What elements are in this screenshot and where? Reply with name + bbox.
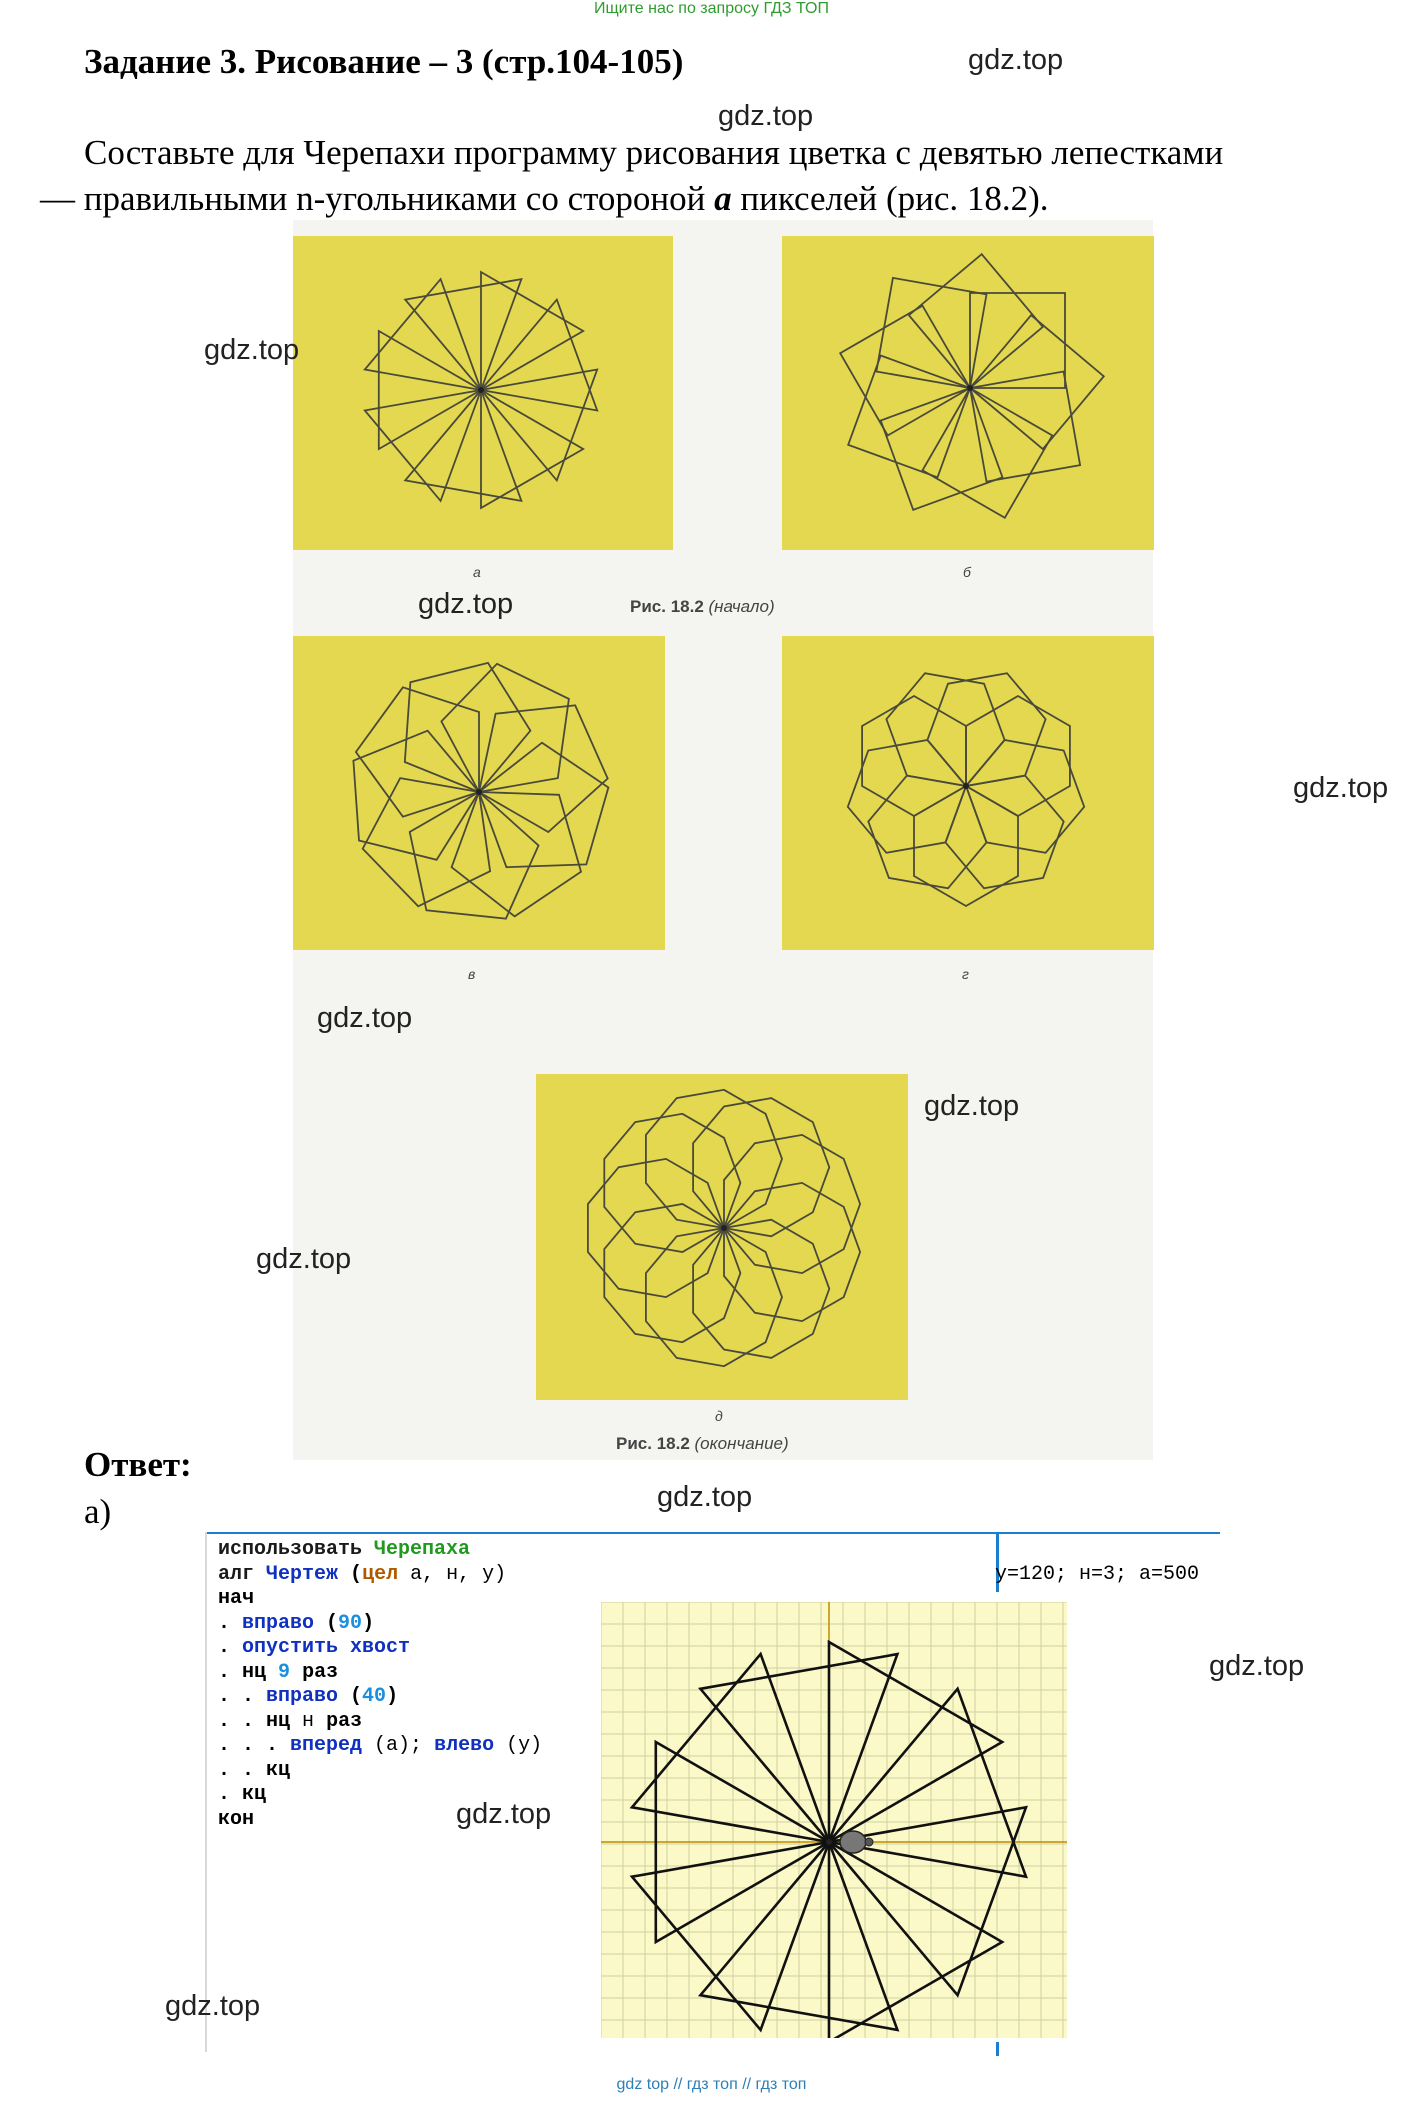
figure-panel-g (782, 636, 1154, 950)
figure-label-b: б (963, 564, 971, 580)
petal-polygon (909, 254, 1043, 388)
code-line: . кц (218, 1783, 267, 1806)
figure-panel-v (293, 636, 665, 950)
watermark: gdz.top (718, 100, 814, 132)
code-line: нач (218, 1587, 255, 1610)
flower-drawing-v (293, 636, 665, 950)
petal-polygon (693, 1098, 829, 1236)
center-dot (478, 387, 484, 393)
petal-polygon (604, 1114, 740, 1252)
code-line: . . вправо (40) (218, 1685, 399, 1708)
task-line-1: Составьте для Черепахи программу рисования цветка с девятью лепестками (84, 133, 1224, 172)
petal-polygon (405, 279, 521, 390)
center-dot (826, 1839, 832, 1845)
petal-polygon (481, 300, 597, 411)
side-variable: a (714, 179, 732, 218)
petal-polygon (479, 743, 608, 868)
petal-polygon (923, 388, 1053, 518)
figure-panel-a (293, 236, 673, 550)
code-line: . вправо (90) (218, 1611, 375, 1635)
figure-caption-start: Рис. 18.2 (начало) (630, 597, 775, 616)
watermark: gdz.top (317, 1002, 413, 1034)
left-border (205, 1532, 207, 2052)
petal-polygon (848, 356, 970, 478)
petal-polygon (862, 696, 966, 816)
task-line-2: — правильными n-угольниками со стороной a пикселей (рис. 18.2). (40, 179, 1049, 218)
petal-polygon (441, 664, 569, 792)
center-dot (721, 1225, 727, 1231)
center-dot (476, 789, 482, 795)
petal-polygon (881, 388, 1003, 510)
watermark: gdz.top (204, 334, 300, 366)
watermark: gdz.top (1209, 1650, 1305, 1682)
footer-link[interactable]: gdz top // гдз топ // гдз топ (616, 2076, 807, 2093)
code-line: кон (218, 1807, 255, 1831)
answer-heading: Ответ: (84, 1445, 192, 1484)
petal-polygon (481, 370, 597, 481)
watermark: gdz.top (165, 1990, 261, 2022)
petal-polygon (970, 315, 1104, 449)
petal-polygon (966, 696, 1070, 816)
program-code[interactable] (218, 1538, 542, 1832)
code-line: алг Чертеж (цел а, н, у) (218, 1562, 507, 1586)
watermark: gdz.top (418, 588, 514, 620)
flower-drawing-a (293, 236, 673, 550)
code-line: . нц 9 раз (218, 1660, 339, 1684)
figure-label-g: г (962, 966, 969, 982)
center-dot (967, 385, 973, 391)
figure-label-d: д (715, 1408, 723, 1424)
code-line: . . нц н раз (218, 1709, 363, 1733)
vertical-divider-bottom (996, 2042, 999, 2056)
watermark: gdz.top (1293, 772, 1389, 804)
top-divider (205, 1532, 1220, 1534)
watermark: gdz.top (968, 44, 1064, 76)
task-title: Задание 3. Рисование – 3 (стр.104-105) (84, 42, 684, 81)
petal-polygon (693, 1220, 829, 1358)
watermark: gdz.top (924, 1090, 1020, 1122)
petal-polygon (840, 306, 970, 436)
code-line: . . кц (218, 1758, 291, 1782)
flower-drawing-d (536, 1074, 908, 1400)
task-text (40, 130, 1400, 222)
figure-label-a: а (473, 564, 481, 580)
figure-caption-end: Рис. 18.2 (окончание) (616, 1434, 789, 1453)
figure-panel-b (782, 236, 1154, 550)
figure-label-v: в (468, 966, 476, 982)
petal-polygon (405, 663, 531, 792)
watermark: gdz.top (256, 1243, 352, 1275)
input-parameters: у=120; н=3; а=500 (995, 1563, 1200, 1586)
top-banner[interactable]: Ищите нас по запросу ГДЗ ТОП (594, 0, 829, 17)
petal-polygon (604, 1204, 740, 1342)
figure-panel-d (536, 1074, 908, 1400)
answer-label-a: а) (84, 1492, 112, 1531)
watermark: gdz.top (456, 1798, 552, 1830)
petal-polygon (588, 1159, 724, 1297)
petal-polygon (353, 731, 479, 860)
turtle-drawing (601, 1602, 1067, 2038)
petal-polygon (452, 792, 581, 916)
petal-polygon (410, 792, 539, 919)
watermark: gdz.top (657, 1481, 753, 1513)
flower-drawing-g (782, 636, 1154, 950)
code-line: . опустить хвост (218, 1636, 411, 1659)
flower-drawing-b (782, 236, 1154, 550)
center-dot (963, 783, 969, 789)
code-line: . . . вперед (а); влево (у) (218, 1734, 543, 1757)
turtle-canvas[interactable] (601, 1602, 1067, 2038)
petal-polygon (405, 390, 521, 501)
code-line: использовать Черепаха (218, 1538, 471, 1561)
